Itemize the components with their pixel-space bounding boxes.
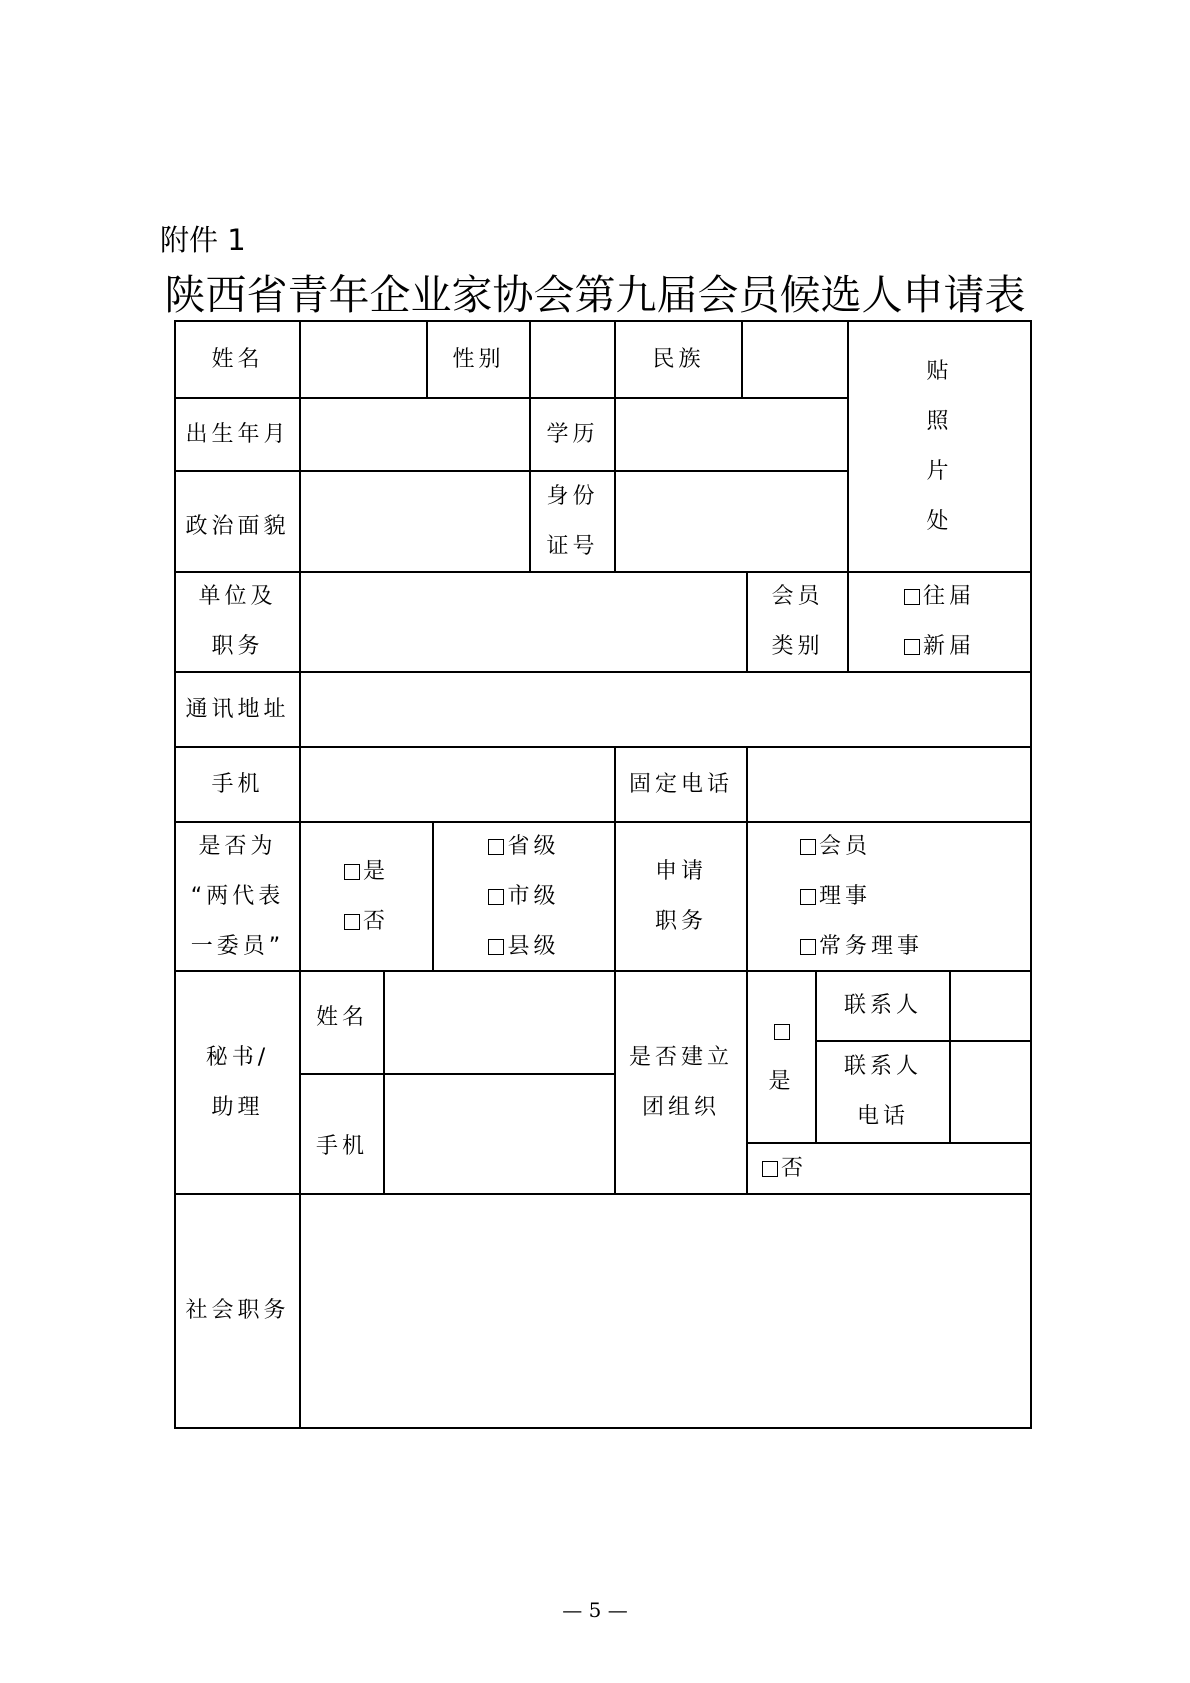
secretary-mobile-label: 手机 [315,1133,368,1159]
checkbox-icon[interactable] [800,939,816,955]
checkbox-icon[interactable] [904,639,920,655]
table-border-right [1030,320,1032,1429]
name-field[interactable] [301,322,426,397]
two-reps-yes-no [301,823,432,970]
photo-char: 贴 [926,358,953,384]
landline-field[interactable] [748,748,1030,821]
position-options [748,823,1030,970]
member-type-option[interactable]: 往届 [904,572,975,622]
contact-label: 联系人 [843,993,922,1018]
no-option[interactable]: 否 [344,897,389,947]
checkbox-icon[interactable] [488,939,504,955]
form-title: 陕西省青年企业家协会第九届会员候选人申请表 [164,271,1026,319]
level-option[interactable]: 县级 [488,922,559,972]
checkbox-icon[interactable] [800,889,816,905]
social-position-field[interactable] [301,1195,1030,1427]
ethnicity-label: 民族 [652,346,705,372]
birth-label: 出生年月 [185,421,290,447]
member-type-label: 会员 类别 [771,584,824,659]
position-option[interactable]: 理事 [800,872,871,922]
ethnicity-field[interactable] [743,322,847,397]
position-option[interactable]: 会员 [800,822,871,872]
id-number-field[interactable] [616,472,847,571]
education-field[interactable] [616,399,847,470]
contact-phone-field[interactable] [951,1042,1030,1142]
secretary-label: 秘书/ 助理 [205,1044,270,1120]
mobile-field[interactable] [301,748,614,821]
table-border-bottom [174,1427,1031,1429]
photo-char: 处 [926,508,953,534]
photo-area[interactable] [849,322,1030,571]
page-number: — 5 — [562,1598,628,1622]
member-type-option[interactable]: 新届 [904,622,975,672]
position-option[interactable]: 常务理事 [800,922,923,972]
checkbox-icon[interactable] [904,589,920,605]
political-field[interactable] [301,472,529,571]
attachment-label: 附件 1 [160,223,246,257]
youth-org-label: 是否建立 团组织 [628,1044,733,1120]
checkbox-icon[interactable] [344,914,360,930]
checkbox-icon[interactable] [800,839,816,855]
photo-char: 片 [926,458,953,484]
social-position-label: 社会职务 [185,1298,290,1323]
gender-field[interactable] [531,322,614,397]
level-option[interactable]: 市级 [488,872,559,922]
level-options [434,823,614,970]
checkbox-icon[interactable] [488,839,504,855]
birth-field[interactable] [301,399,529,470]
checkbox-icon[interactable] [774,1007,790,1057]
unit-position-label: 单位及 职务 [198,584,277,659]
checkbox-icon[interactable] [762,1161,778,1177]
education-label: 学历 [546,421,599,447]
youth-org-no-option[interactable]: 否 [748,1144,1030,1193]
youth-org-yes-option[interactable]: 是 [748,972,815,1142]
landline-label: 固定电话 [628,771,733,797]
secretary-mobile-field[interactable] [385,1075,614,1193]
contact-phone-label: 联系人 电话 [843,1054,922,1129]
two-reps-label: 是否为 “两代表 一委员” [190,833,285,959]
member-type-options [849,573,1030,671]
secretary-name-field[interactable] [385,972,614,1073]
level-option[interactable]: 省级 [488,822,559,872]
photo-char: 照 [926,408,953,434]
address-label: 通讯地址 [185,696,290,722]
gender-label: 性别 [452,346,505,372]
yes-option[interactable]: 是 [344,847,389,897]
unit-position-field[interactable] [301,573,746,671]
checkbox-icon[interactable] [488,889,504,905]
name-label: 姓名 [211,346,264,372]
checkbox-icon[interactable] [344,864,360,880]
address-field[interactable] [301,673,1030,746]
contact-field[interactable] [951,972,1030,1040]
apply-position-label: 申请 职务 [654,858,707,934]
secretary-name-label: 姓名 [315,1004,368,1030]
mobile-label: 手机 [211,771,264,797]
id-number-label: 身份 证号 [546,483,599,559]
political-label: 政治面貌 [185,513,290,539]
